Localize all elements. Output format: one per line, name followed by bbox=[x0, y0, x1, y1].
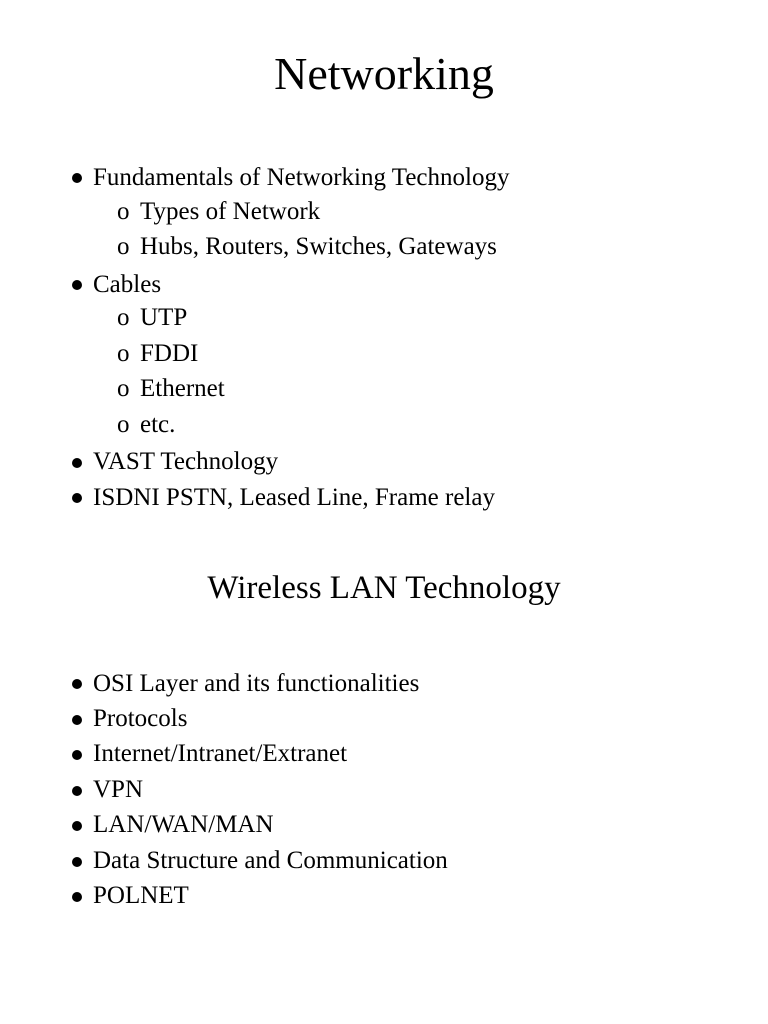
list-item: VPN bbox=[93, 776, 144, 803]
bullet-icon bbox=[72, 857, 82, 867]
section-heading: Wireless LAN Technology bbox=[207, 570, 561, 606]
bullet-icon bbox=[72, 173, 82, 183]
sub-bullet-icon: o bbox=[117, 233, 130, 260]
bullet-icon bbox=[72, 892, 82, 902]
sub-list-item: Hubs, Routers, Switches, Gateways bbox=[140, 233, 497, 260]
list-item: Cables bbox=[93, 271, 162, 298]
sub-list-item: Ethernet bbox=[140, 375, 225, 402]
bullet-icon bbox=[72, 786, 82, 796]
bullet-icon bbox=[72, 280, 82, 290]
bullet-icon bbox=[72, 458, 82, 468]
bullet-icon bbox=[72, 493, 82, 503]
list-item: Fundamentals of Networking Technology bbox=[93, 164, 510, 191]
sub-list-item: etc. bbox=[140, 411, 176, 438]
sub-list-item: FDDI bbox=[140, 340, 199, 367]
bullet-icon bbox=[72, 715, 82, 725]
sub-bullet-icon: o bbox=[117, 198, 130, 225]
list-item: Protocols bbox=[93, 705, 188, 732]
list-item: Data Structure and Communication bbox=[93, 847, 448, 874]
list-item: VAST Technology bbox=[93, 448, 279, 475]
sub-bullet-icon: o bbox=[117, 375, 130, 402]
list-item: POLNET bbox=[93, 882, 189, 909]
sub-bullet-icon: o bbox=[117, 340, 130, 367]
bullet-icon bbox=[72, 679, 82, 689]
list-item: LAN/WAN/MAN bbox=[93, 811, 274, 838]
list-item: ISDNI PSTN, Leased Line, Frame relay bbox=[93, 484, 495, 511]
page-title: Networking bbox=[274, 48, 494, 99]
sub-bullet-icon: o bbox=[117, 411, 130, 438]
bullet-icon bbox=[72, 821, 82, 831]
list-item: OSI Layer and its functionalities bbox=[93, 670, 420, 697]
sub-bullet-icon: o bbox=[117, 304, 130, 331]
sub-list-item: UTP bbox=[140, 304, 188, 331]
bullet-icon bbox=[72, 750, 82, 760]
sub-list-item: Types of Network bbox=[140, 198, 321, 225]
list-item: Internet/Intranet/Extranet bbox=[93, 740, 348, 767]
